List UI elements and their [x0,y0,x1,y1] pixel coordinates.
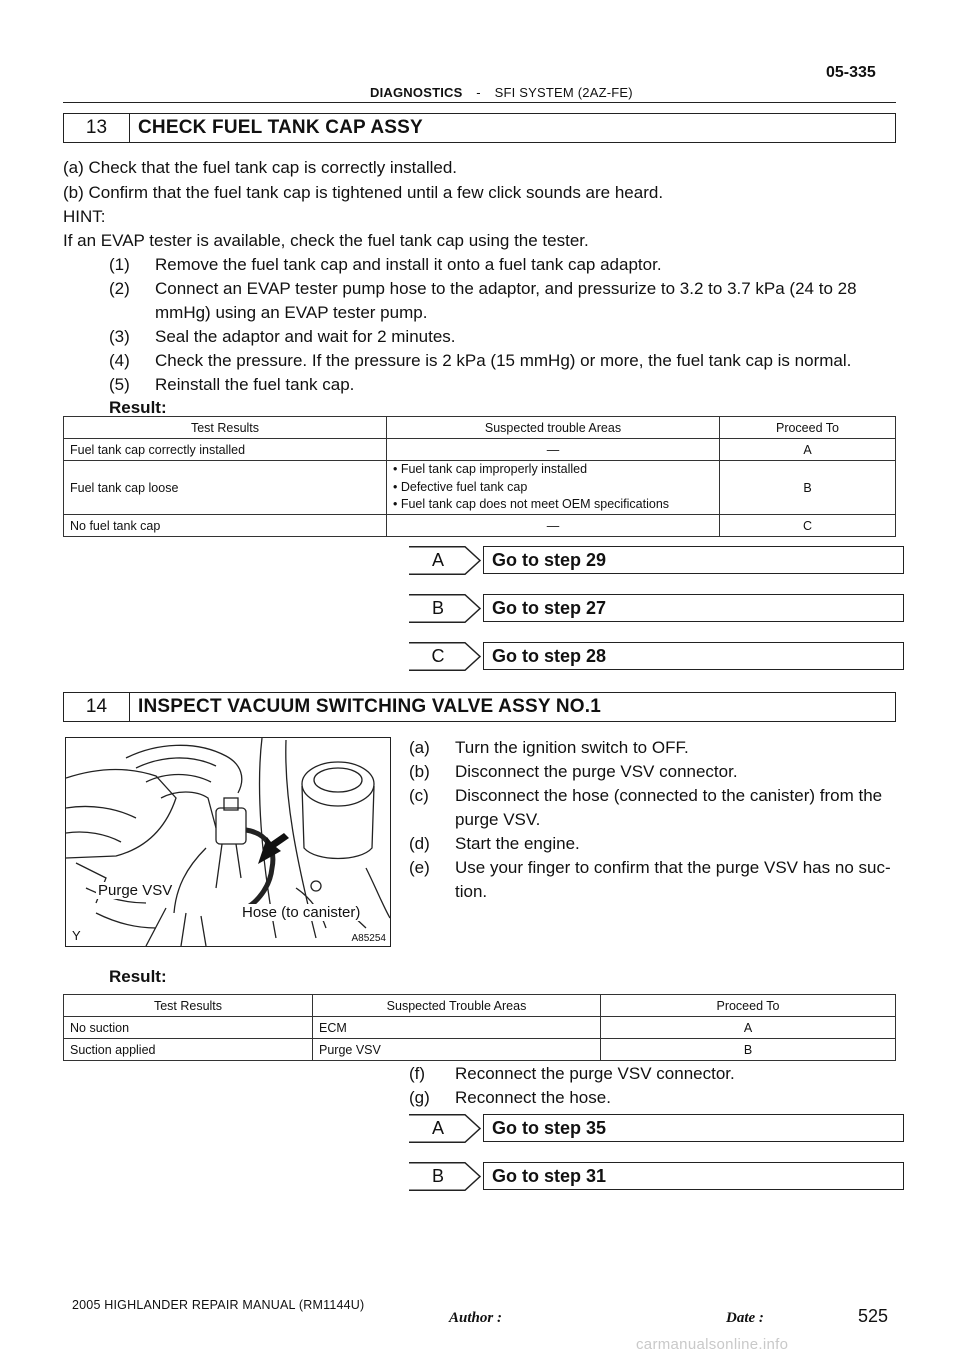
area-bullet: • Defective fuel tank cap [393,479,528,494]
purge-vsv-figure [65,737,391,947]
table-header-row [64,417,896,439]
goto-a-step-29[interactable] [409,546,896,575]
table-cell-result: No suction [64,1017,313,1039]
watermark: carmanualsonline.info [636,1336,789,1353]
page-code: 05-335 [826,64,876,81]
step-14-g-text: Reconnect the hose. [455,1088,611,1107]
hint-text: If an EVAP tester is available, check the fuel tank cap using the tester. [63,231,589,250]
table-header-cell: Test Results [64,995,313,1017]
table-row [64,461,896,515]
table-row [64,1039,896,1061]
table-header-cell: Proceed To [601,995,896,1017]
header-rule [63,102,896,103]
substep-2-label: (2) [109,279,130,298]
step-14-result-table [63,994,896,1061]
table-cell-area: — [387,515,720,537]
step-14-c-text-2: purge VSV. [455,810,541,829]
step-14-f-text: Reconnect the purge VSV connector. [455,1064,735,1083]
substep-3-text: Seal the adaptor and wait for 2 minutes. [155,327,456,346]
step-13-line-a: (a) Check that the fuel tank cap is correctly installed. [63,158,458,177]
hose-callout: Hose (to canister) [242,904,361,921]
table-header-row [64,995,896,1017]
table-row [64,515,896,537]
table-cell-result: Fuel tank cap correctly installed [64,439,387,461]
goto-text: Go to step 28 [483,642,904,670]
goto-letter: C [431,646,445,666]
goto-letter: A [431,1118,444,1138]
table-cell-proceed: C [720,515,896,537]
goto-b-step-27[interactable] [409,594,896,623]
purge-vsv-callout: Purge VSV [98,882,173,899]
table-row [64,1017,896,1039]
table-cell-area [387,461,720,515]
goto-text: Go to step 29 [483,546,904,574]
header-subsection: SFI SYSTEM (2AZ-FE) [494,85,633,100]
hint-label: HINT: [63,207,106,226]
step-14-g-label: (g) [409,1088,430,1107]
step-14-result-label: Result: [109,967,167,986]
step-14-d-text: Start the engine. [455,834,580,853]
substep-1-label: (1) [109,255,130,274]
step-14-a-label: (a) [409,738,430,757]
step-14-f-label: (f) [409,1064,426,1083]
step-13-title: CHECK FUEL TANK CAP ASSY [138,117,423,138]
manual-footer: 2005 HIGHLANDER REPAIR MANUAL (RM1144U) [72,1298,365,1312]
date-label: Date : [726,1310,764,1326]
table-cell-proceed: A [601,1017,896,1039]
table-cell-result: Fuel tank cap loose [64,461,387,515]
page-number: 525 [858,1306,889,1326]
substep-5-text: Reinstall the fuel tank cap. [155,375,355,394]
table-cell-proceed: B [720,461,896,515]
goto-letter: B [431,1166,444,1186]
goto-b-step-31[interactable] [409,1162,896,1191]
running-header [370,85,633,100]
area-bullet: • Fuel tank cap does not meet OEM specifications [393,497,670,512]
table-cell-area: — [387,439,720,461]
header-section: DIAGNOSTICS [370,85,463,100]
table-cell-proceed: B [601,1039,896,1061]
goto-c-step-28[interactable] [409,642,896,671]
step-14-b-label: (b) [409,762,430,781]
step-13-result-table [63,416,896,537]
table-header-cell: Test Results [64,417,387,439]
figure-y-mark: Y [72,928,81,943]
substep-4-text: Check the pressure. If the pressure is 2 kPa (15 mmHg) or more, the fuel tank cap is normal. [155,351,852,370]
step-14-title: INSPECT VACUUM SWITCHING VALVE ASSY NO.1 [138,696,601,717]
step-14-heading [63,692,896,722]
step-14-e-text-2: tion. [455,882,488,901]
step-14-d-label: (d) [409,834,430,853]
table-header-cell: Suspected Trouble Areas [313,995,601,1017]
table-cell-area: ECM [313,1017,601,1039]
substep-3-label: (3) [109,327,130,346]
step-14-c-text-1: Disconnect the hose (connected to the canister) from the [455,786,883,805]
substep-4-label: (4) [109,351,130,370]
header-separator: - [476,85,481,100]
goto-letter: A [431,550,444,570]
step-13-heading [63,113,896,143]
goto-a-step-35[interactable] [409,1114,896,1143]
table-header-cell: Proceed To [720,417,896,439]
figure-code: A85254 [351,933,386,944]
step-14-e-label: (e) [409,858,430,877]
table-header-cell: Suspected trouble Areas [387,417,720,439]
area-bullet: • Fuel tank cap improperly installed [393,462,588,477]
step-14-a-text: Turn the ignition switch to OFF. [455,738,689,757]
step-14-e-text-1: Use your finger to confirm that the purge VSV has no suc- [455,858,891,877]
step-13-number: 13 [64,114,130,142]
step-13-result-label: Result: [109,398,167,417]
goto-text: Go to step 35 [483,1114,904,1142]
step-13-line-b: (b) Confirm that the fuel tank cap is tightened until a few click sounds are heard. [63,183,664,202]
goto-text: Go to step 27 [483,594,904,622]
goto-letter: B [431,598,444,618]
author-label: Author : [449,1310,502,1326]
step-14-number: 14 [64,693,130,721]
step-14-b-text: Disconnect the purge VSV connector. [455,762,738,781]
table-cell-result: Suction applied [64,1039,313,1061]
substep-2-text-2: mmHg) using an EVAP tester pump. [155,303,428,322]
substep-2-text-1: Connect an EVAP tester pump hose to the adaptor, and pressurize to 3.2 to 3.7 kPa (24 to 28 [155,279,857,298]
goto-text: Go to step 31 [483,1162,904,1190]
substep-1-text: Remove the fuel tank cap and install it onto a fuel tank cap adaptor. [155,255,662,274]
table-cell-area: Purge VSV [313,1039,601,1061]
step-14-c-label: (c) [409,786,429,805]
table-cell-proceed: A [720,439,896,461]
table-row [64,439,896,461]
table-cell-result: No fuel tank cap [64,515,387,537]
substep-5-label: (5) [109,375,130,394]
